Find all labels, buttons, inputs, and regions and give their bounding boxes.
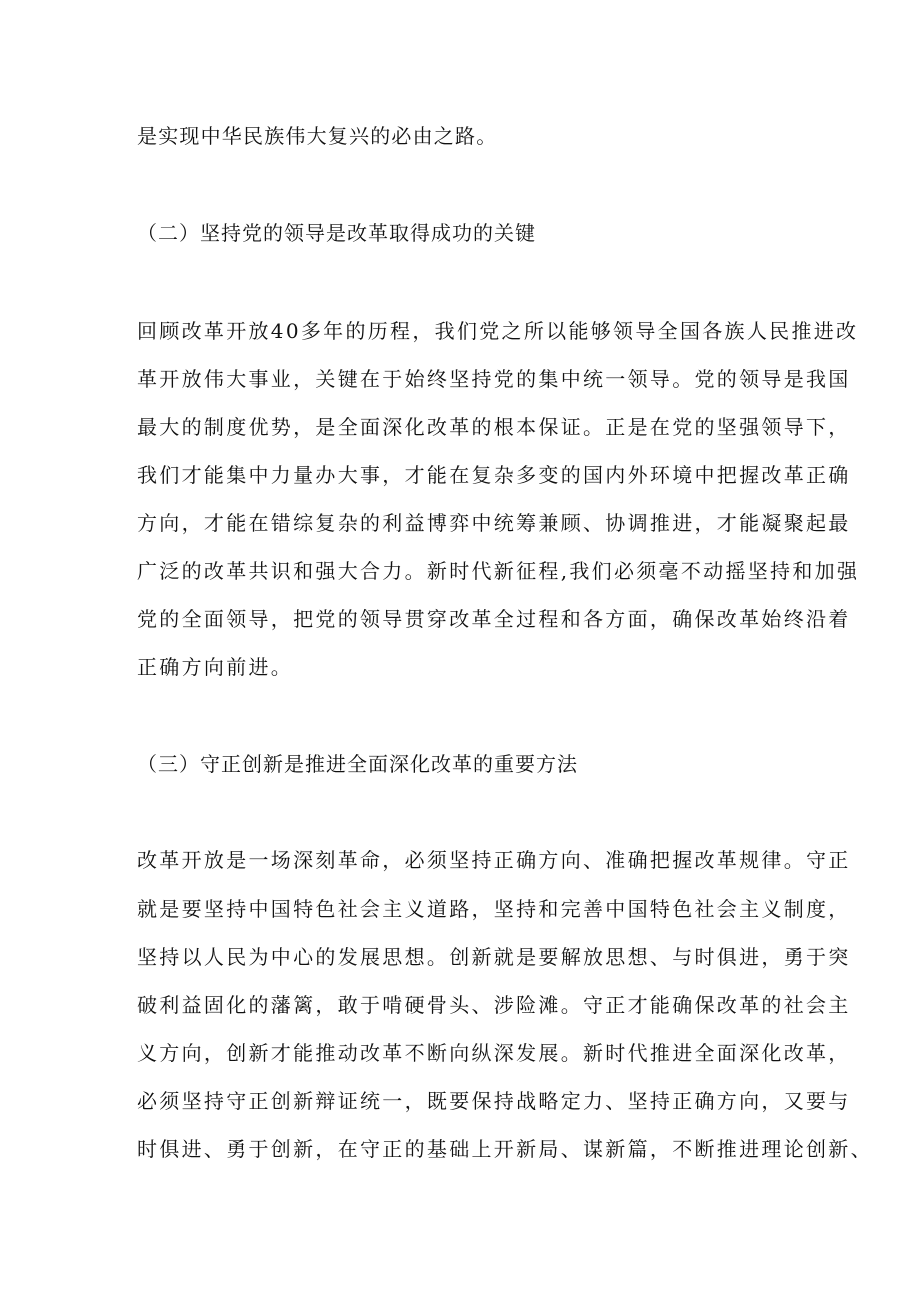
section2-line-5: 方向，才能在错综复杂的利益博弈中统筹兼顾、协调推进，才能凝聚起最	[137, 511, 851, 535]
section2-line-2: 革开放伟大事业，关键在于始终坚持党的集中统一领导。党的领导是我国	[137, 367, 851, 391]
section3-line-5: 义方向，创新才能推动改革不断向纵深发展。新时代推进全面深化改革，	[137, 1041, 851, 1065]
section2-line-3: 最大的制度优势，是全面深化改革的根本保证。正是在党的坚强领导下，	[137, 415, 851, 439]
section2-line-6: 广泛的改革共识和强大合力。新时代新征程,我们必须毫不动摇坚持和加强	[137, 559, 860, 583]
section-heading-3: （三）守正创新是推进全面深化改革的重要方法	[137, 752, 578, 776]
section2-line-7: 党的全面领导，把党的领导贯穿改革全过程和各方面，确保改革始终沿着	[137, 607, 851, 631]
section3-line-3: 坚持以人民为中心的发展思想。创新就是要解放思想、与时俱进，勇于突	[137, 945, 851, 969]
section2-line-4: 我们才能集中力量办大事，才能在复杂多变的国内外环境中把握改革正确	[137, 463, 851, 487]
section3-line-7: 时俱进、勇于创新，在守正的基础上开新局、谋新篇，不断推进理论创新、	[137, 1137, 873, 1161]
section3-line-4: 破利益固化的藩篱，敢于啃硬骨头、涉险滩。守正才能确保改革的社会主	[137, 993, 851, 1017]
section3-line-6: 必须坚持守正创新辩证统一，既要保持战略定力、坚持正确方向，又要与	[137, 1089, 851, 1113]
paragraph-line-intro-tail: 是实现中华民族伟大复兴的必由之路。	[137, 124, 498, 148]
section2-line-8: 正确方向前进。	[137, 655, 294, 679]
section2-line-1: 回顾改革开放40多年的历程，我们党之所以能够领导全国各族人民推进改	[137, 319, 859, 343]
section3-line-1: 改革开放是一场深刻革命，必须坚持正确方向、准确把握改革规律。守正	[137, 848, 851, 872]
section3-line-2: 就是要坚持中国特色社会主义道路，坚持和完善中国特色社会主义制度，	[137, 897, 851, 921]
section-heading-2: （二）坚持党的领导是改革取得成功的关键	[137, 221, 536, 245]
